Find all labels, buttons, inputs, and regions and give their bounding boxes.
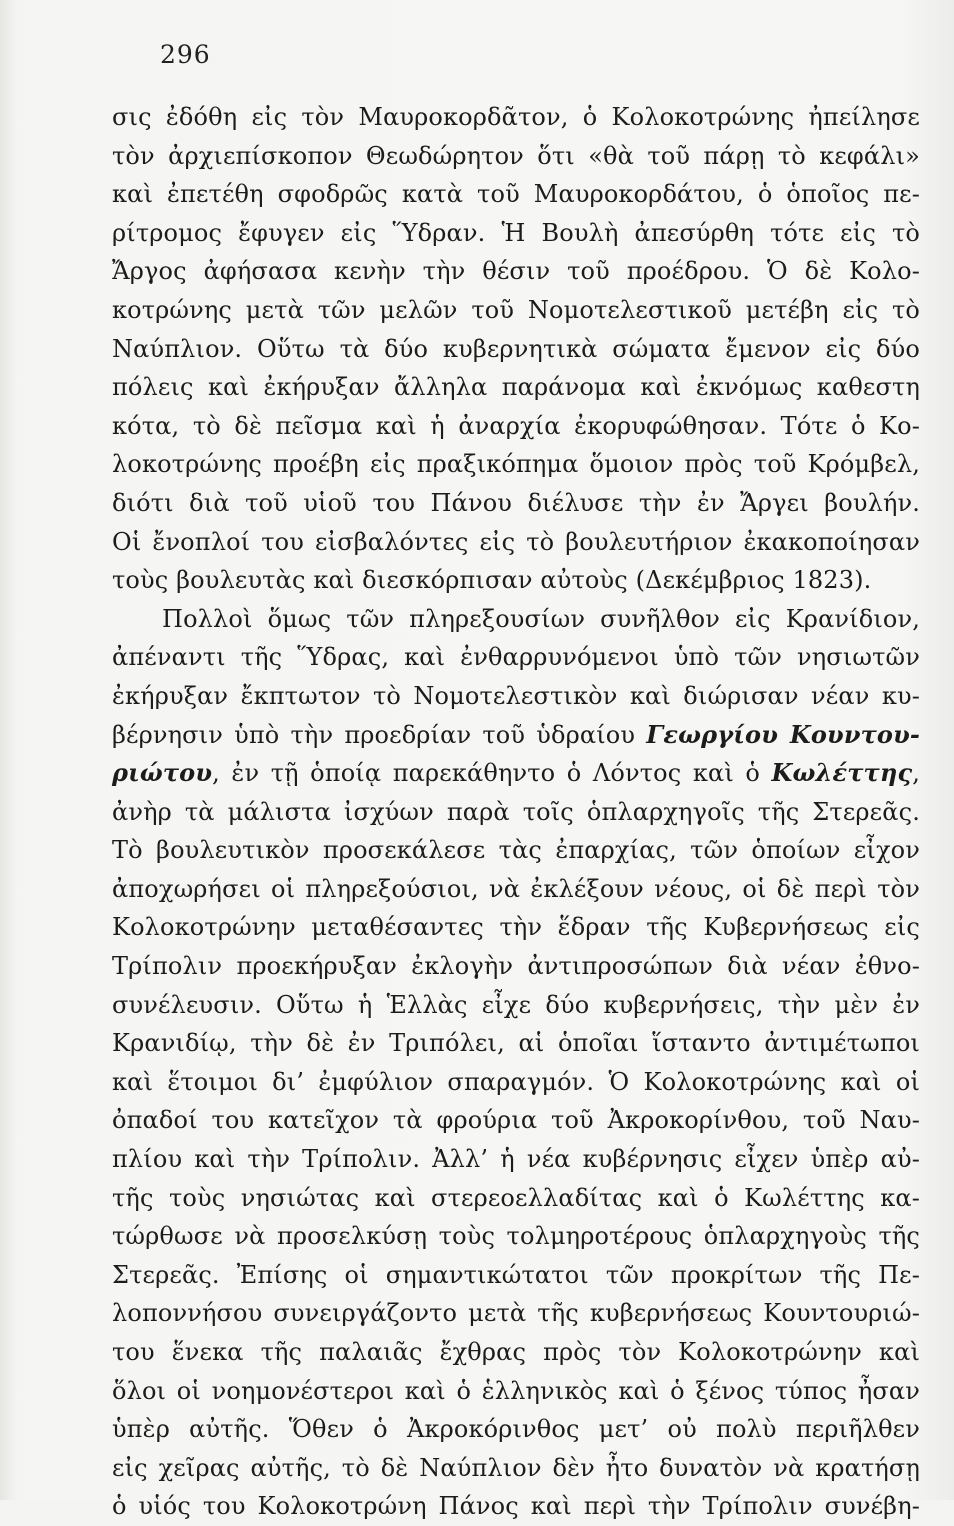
text-segment: πλίου καὶ τὴν Τρίπολιν. Ἀλλ’ ἡ νέα κυβέρνησις εἶχεν ὑπὲρ αὐ- bbox=[112, 1145, 920, 1174]
text-segment: πόλεις καὶ ἐκήρυξαν ἄλληλα παράνομα καὶ ἐκνόμως καθεστη bbox=[112, 373, 920, 402]
text-segment: τώρθωσε νὰ προσελκύσῃ τοὺς τολμηροτέρους ὁπλαρχηγοὺς τῆς bbox=[112, 1222, 920, 1251]
text-segment: Ἄργος ἀφήσασα κενὴν τὴν θέσιν τοῦ προέδρου. Ὁ δὲ Κολο- bbox=[112, 257, 920, 286]
text-line bbox=[112, 1101, 920, 1140]
text-line bbox=[112, 600, 920, 639]
text-segment: τῆς τοὺς νησιώτας καὶ στερεοελλαδίτας καὶ ὁ Κωλέττης κα- bbox=[112, 1183, 920, 1212]
text-segment: καὶ ἐπετέθη σφοδρῶς κατὰ τοῦ Μαυροκορδάτου, ὁ ὁποῖος πε- bbox=[112, 180, 920, 209]
text-line bbox=[112, 1294, 920, 1333]
text-line bbox=[112, 291, 920, 330]
text-line bbox=[112, 638, 920, 677]
body-text bbox=[112, 98, 920, 1526]
text-segment: Στερεᾶς. Ἐπίσης οἱ σημαντικώτατοι τῶν προκρίτων τῆς Πε- bbox=[112, 1260, 920, 1289]
text-line bbox=[112, 1449, 920, 1488]
text-segment: Ναύπλιον. Οὕτω τὰ δύο κυβερνητικὰ σώματα ἔμενον εἰς δύο bbox=[112, 334, 920, 363]
text-line bbox=[112, 1063, 920, 1102]
page-number: 296 bbox=[160, 40, 211, 69]
text-line bbox=[112, 1217, 920, 1256]
text-segment: , ἐν τῇ ὁποίᾳ παρεκάθηντο ὁ Λόντος καὶ ὁ bbox=[212, 759, 772, 788]
text-line bbox=[112, 1179, 920, 1218]
text-segment: ρίτρομος ἔφυγεν εἰς Ὕδραν. Ἡ Βουλὴ ἀπεσύρθη τότε εἰς τὸ bbox=[112, 218, 920, 247]
text-line bbox=[112, 368, 920, 407]
text-line bbox=[112, 1256, 920, 1295]
text-line bbox=[112, 1487, 920, 1526]
text-line bbox=[112, 716, 920, 755]
text-segment: κότα, τὸ δὲ πεῖσμα καὶ ἡ ἀναρχία ἐκορυφώθησαν. Τότε ὁ Κο- bbox=[112, 411, 920, 440]
text-segment: βέρνησιν ὑπὸ τὴν προεδρίαν τοῦ ὑδραίου bbox=[112, 720, 647, 749]
text-line bbox=[112, 831, 920, 870]
text-segment: λοκοτρώνης προέβη εἰς πραξικόπημα ὅμοιον πρὸς τοῦ Κρόμβελ, bbox=[112, 450, 920, 479]
text-line bbox=[112, 986, 920, 1025]
text-line bbox=[112, 175, 920, 214]
text-segment: λοποννήσου συνειργάζοντο μετὰ τῆς κυβερνήσεως Κουντουριώ- bbox=[112, 1299, 920, 1328]
text-line bbox=[112, 214, 920, 253]
text-line bbox=[112, 407, 920, 446]
text-line bbox=[112, 137, 920, 176]
text-segment: ὅλοι οἱ νοημονέστεροι καὶ ὁ ἑλληνικὸς καὶ ὁ ξένος τύπος ἦσαν bbox=[112, 1376, 920, 1405]
text-segment: καὶ ἕτοιμοι δι’ ἐμφύλιον σπαραγμόν. Ὁ Κολοκοτρώνης καὶ οἱ bbox=[112, 1067, 920, 1096]
text-segment: ἐκήρυξαν ἔκπτωτον τὸ Νομοτελεστικὸν καὶ διώρισαν νέαν κυ- bbox=[112, 681, 920, 710]
text-line bbox=[112, 330, 920, 369]
text-line bbox=[112, 1140, 920, 1179]
text-segment: ὀπαδοί του κατεῖχον τὰ φρούρια τοῦ Ἀκροκορίνθου, τοῦ Ναυ- bbox=[112, 1106, 920, 1135]
text-line bbox=[112, 484, 920, 523]
text-line bbox=[112, 98, 920, 137]
text-segment: Πολλοὶ ὅμως τῶν πληρεξουσίων συνῆλθον εἰς Κρανίδιον, bbox=[162, 604, 920, 633]
text-line bbox=[112, 445, 920, 484]
text-line bbox=[112, 793, 920, 832]
text-line bbox=[112, 1333, 920, 1372]
text-line bbox=[112, 677, 920, 716]
text-segment: Οἱ ἔνοπλοί του εἰσβαλόντες εἰς τὸ βουλευτήριον ἐκακοποίησαν bbox=[112, 527, 920, 556]
text-line bbox=[112, 1372, 920, 1411]
text-segment: ἀνὴρ τὰ μάλιστα ἰσχύων παρὰ τοῖς ὁπλαρχηγοῖς τῆς Στερεᾶς. bbox=[112, 797, 920, 826]
text-segment: του ἕνεκα τῆς παλαιᾶς ἔχθρας πρὸς τὸν Κολοκοτρώνην καὶ bbox=[112, 1338, 920, 1366]
text-segment: συνέλευσιν. Οὕτω ἡ Ἑλλὰς εἶχε δύο κυβερνήσεις, τὴν μὲν ἐν bbox=[112, 990, 920, 1019]
text-line bbox=[112, 870, 920, 909]
text-segment: ὑπὲρ αὐτῆς. Ὅθεν ὁ Ἀκροκόρινθος μετ’ οὐ πολὺ περιῆλθεν bbox=[112, 1415, 920, 1444]
text-line bbox=[112, 561, 920, 600]
emphasized-name: Γεωργίου Κουντου- bbox=[646, 719, 920, 749]
text-segment: Τρίπολιν προεκήρυξαν ἐκλογὴν ἀντιπροσώπων διὰ νέαν ἐθνο- bbox=[112, 952, 920, 981]
text-segment: Κολοκοτρώνην μεταθέσαντες τὴν ἕδραν τῆς Κυβερνήσεως εἰς bbox=[112, 913, 920, 942]
text-segment: διότι διὰ τοῦ υἱοῦ του Πάνου διέλυσε τὴν ἐν Ἄργει βουλήν. bbox=[112, 488, 920, 517]
emphasized-name: Κωλέττης bbox=[771, 758, 913, 788]
text-segment: σις ἐδόθη εἰς τὸν Μαυροκορδᾶτον, ὁ Κολοκοτρώνης ἠπείλησε bbox=[112, 103, 920, 131]
text-segment: Τὸ βουλευτικὸν προσεκάλεσε τὰς ἐπαρχίας, τῶν ὁποίων εἶχον bbox=[112, 836, 920, 865]
text-line bbox=[112, 947, 920, 986]
text-segment: τὸν ἀρχιεπίσκοπον Θεωδώρητον ὅτι «θὰ τοῦ πάρῃ τὸ κεφάλι» bbox=[112, 141, 920, 170]
text-segment: Κρανιδίῳ, τὴν δὲ ἐν Τριπόλει, αἱ ὁποῖαι ἵσταντο ἀντιμέτωποι bbox=[112, 1029, 920, 1058]
text-segment: , bbox=[912, 759, 920, 788]
text-line bbox=[112, 754, 920, 793]
text-line bbox=[112, 908, 920, 947]
text-segment: ἀποχωρήσει οἱ πληρεξούσιοι, νὰ ἐκλέξουν νέους, οἱ δὲ περὶ τὸν bbox=[112, 874, 920, 903]
text-segment: κοτρώνης μετὰ τῶν μελῶν τοῦ Νομοτελεστικοῦ μετέβη εἰς τὸ bbox=[112, 295, 920, 324]
text-line bbox=[112, 1410, 920, 1449]
text-segment: εἰς χεῖρας αὐτῆς, τὸ δὲ Ναύπλιον δὲν ἦτο δυνατὸν νὰ κρατήσῃ bbox=[112, 1453, 920, 1482]
emphasized-name: ριώτου bbox=[112, 758, 213, 788]
text-line bbox=[112, 1024, 920, 1063]
text-segment: ἀπέναντι τῆς Ὕδρας, καὶ ἐνθαρρυνόμενοι ὑπὸ τῶν νησιωτῶν bbox=[112, 643, 920, 672]
text-line bbox=[112, 252, 920, 291]
text-line bbox=[112, 523, 920, 562]
text-segment: τοὺς βουλευτὰς καὶ διεσκόρπισαν αὐτοὺς (Δεκέμβριος 1823). bbox=[112, 566, 872, 595]
text-segment: ὁ υἱός του Κολοκοτρώνη Πάνος καὶ περὶ τὴν Τρίπολιν συνέβη- bbox=[112, 1492, 920, 1521]
